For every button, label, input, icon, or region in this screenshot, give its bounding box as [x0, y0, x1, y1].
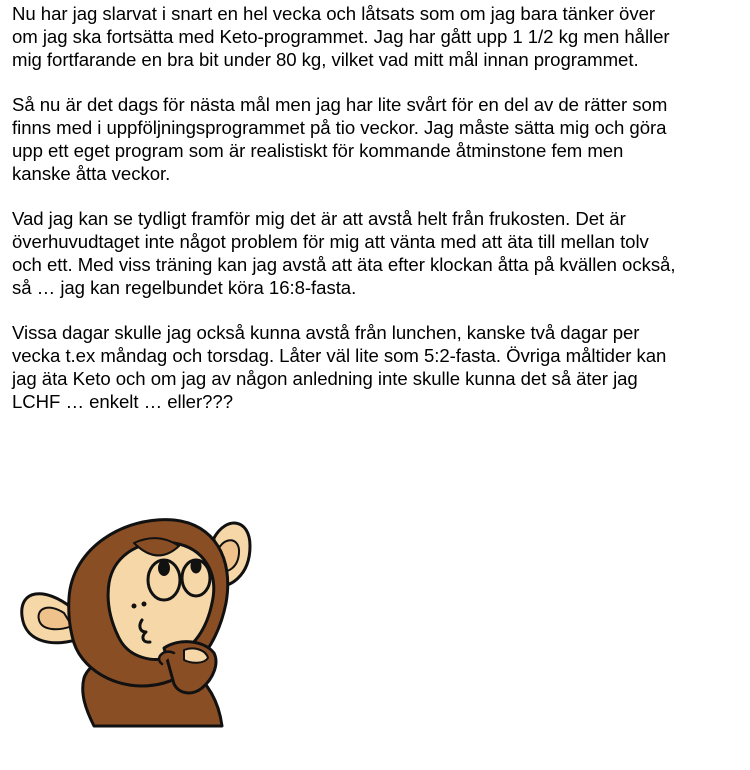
- paragraph-4: Vissa dagar skulle jag också kunna avstå från lunchen, kanske två dagar per vecka t.ex måndag och torsdag. Låter väl lite som 5:2-fasta. Övriga måltider kan jag äta Keto och om jag av någon anledning inte skulle kunna det så äter jag LCHF … enkelt … eller???: [12, 322, 667, 412]
- thinking-monkey-icon: [14, 498, 254, 728]
- paragraph-2: Så nu är det dags för nästa mål men jag har lite svårt för en del av de rätter som finns med i uppföljningsprogrammet på tio veckor. Jag måste sätta mig och göra upp ett eget program som är realistiskt för kommande åtminstone fem men kanske åtta veckor.: [12, 94, 668, 184]
- article-body: [12, 2, 742, 435]
- paragraph-1: Nu har jag slarvat i snart en hel vecka och låtsats som om jag bara tänker över om jag ska fortsätta med Keto-programmet. Jag har gått upp 1 1/2 kg men håller mig fortfarande en bra bit under 80 kg, vilket vad mitt mål innan programmet.: [12, 3, 670, 70]
- paragraph-3: Vad jag kan se tydligt framför mig det är att avstå helt från frukosten. Det är överhuvudtaget inte något problem för mig att vänta med att äta till mellan tolv och ett. Med viss träning kan jag avstå att äta efter klockan åtta på kvällen också, så … jag kan regelbundet köra 16:8-fasta.: [12, 208, 676, 298]
